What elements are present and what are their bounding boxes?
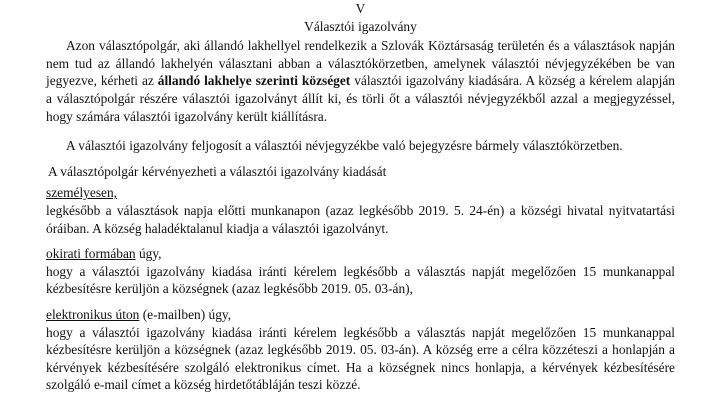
method-title-rest: úgy, (135, 246, 162, 262)
method-title (46, 306, 675, 324)
paragraph-1-text-b: választói igazolvány kiadására. A község a kérelem alapján a választópolgár részére választói igazolványt állít ki, és törli őt a választói névjegyzékből azzal a megjegyzéssel, hogy számára választói igazolvány került kiállításra. (46, 73, 675, 124)
method-in-person (46, 184, 675, 237)
method-title-underlined: személyesen, (46, 185, 118, 201)
section-number: V (355, 1, 366, 16)
method-in-writing (46, 245, 675, 298)
method-title-underlined: elektronikus úton (46, 306, 140, 322)
method-title-underlined: okirati formában (46, 246, 136, 262)
paragraph-request-methods-intro: A választópolgár kérvényezheti a választói igazolvány kiadását (48, 163, 387, 179)
method-electronic (46, 306, 675, 394)
paragraph-voter-certificate-request (46, 37, 675, 125)
method-text: hogy a választói igazolvány kiadása iránti kérelem legkésőbb a választás napját megelőzően 15 munkanappal kézbesítésre kerüljön a községnek (azaz legkésőbb 2019. 05. 03-án), (46, 263, 675, 297)
paragraph-1-text-a: Azon választópolgár, aki állandó lakhellyel rendelkezik a Szlovák Köztársaság területén és a választások napján nem tud az állandó lakhelyén választani abban a választókörzetben, amelynek választói névjegyzékében be van jegyezve, kérheti az (46, 38, 675, 89)
method-title (46, 245, 675, 263)
method-title (46, 184, 675, 202)
method-text: hogy a választói igazolvány kiadása iránti kérelem legkésőbb a választás napját megelőzően 15 munkanappal kézbesítésre kerüljön a községnek (azaz legkésőbb 2019. 05. 03-án). A község erre a célra közzéteszi a honlapján a kérvények kézbesítésére szolgáló elektronikus címet. Ha a községnek nincs honlapja, a kérvények kézbesítésére szolgáló e-mail címet a község hirdetőtábláján teszi közzé. (46, 324, 675, 393)
method-title-rest: (e-mailben) úgy, (139, 306, 232, 322)
section-title: Választói igazolvány (304, 18, 417, 34)
document-page (46, 0, 675, 402)
method-text: legkésőbb a választások napja előtti munkanapon (azaz legkésőbb 2019. 5. 24-én) a községi hivatal nyitvatartási óráiban. A község haladéktalanul kiadja a választói igazolványt. (46, 202, 675, 236)
paragraph-certificate-entitlement: A választói igazolvány feljogosít a választói névjegyzékbe való bejegyzésre bármely választókörzetben. (66, 138, 623, 154)
paragraph-1-bold: állandó lakhelye szerinti községet (157, 73, 351, 89)
